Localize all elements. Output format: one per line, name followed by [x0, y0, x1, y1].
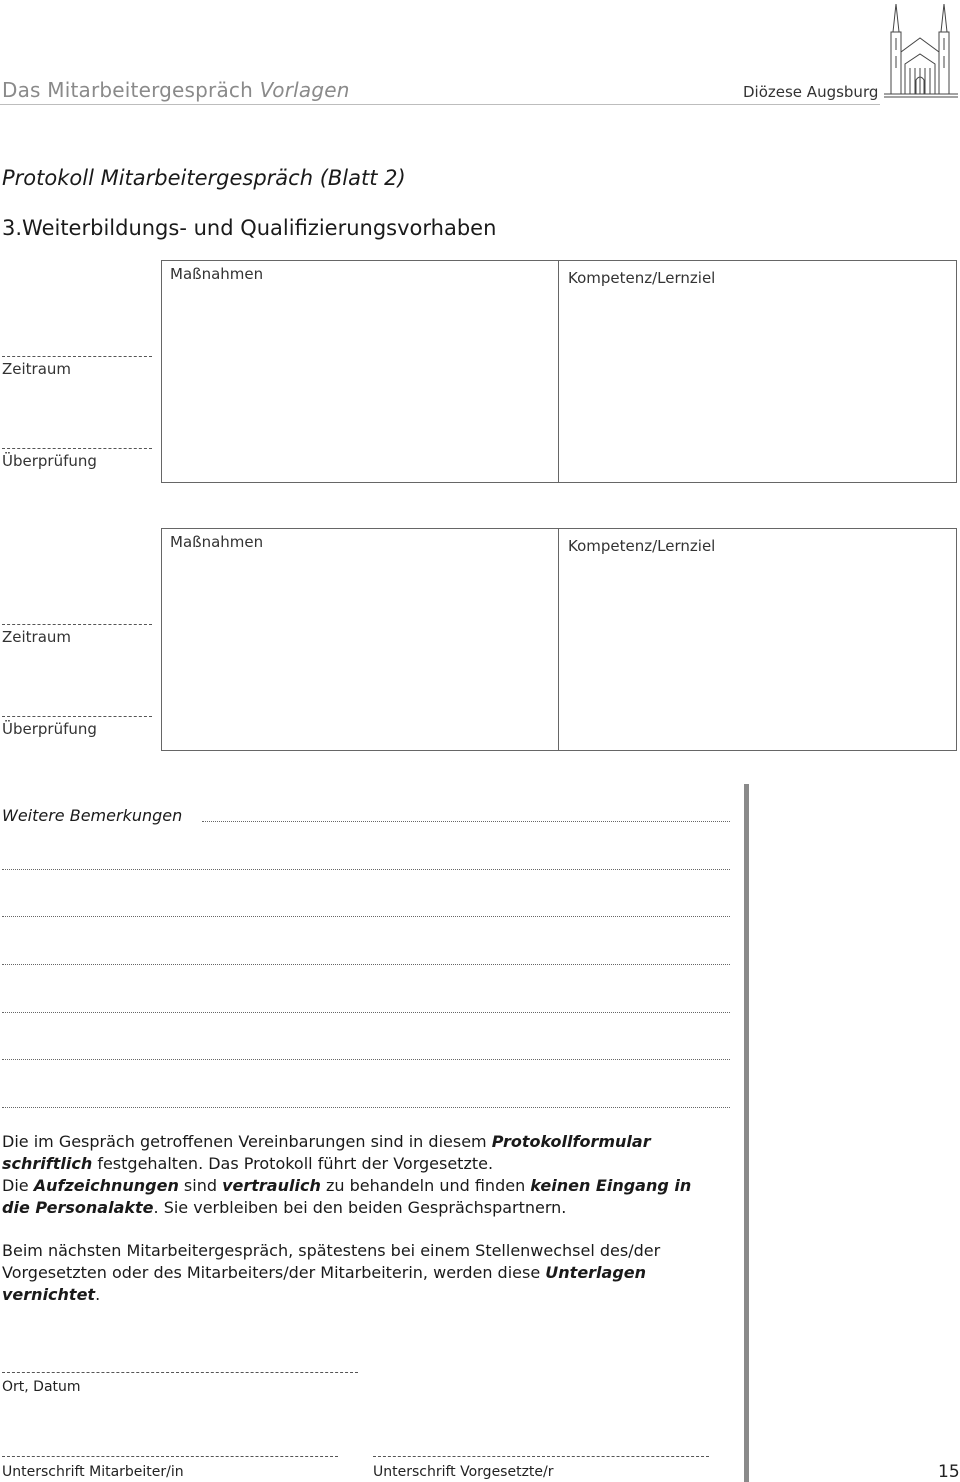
- org-name: Diözese Augsburg: [743, 83, 879, 101]
- header-title-italic: Vorlagen: [259, 78, 350, 102]
- form-title: Protokoll Mitarbeitergespräch (Blatt 2): [2, 166, 406, 190]
- period-line: [2, 356, 152, 357]
- remarks-line: [2, 869, 730, 870]
- remarks-line: [2, 916, 730, 917]
- remarks-line: [2, 1059, 730, 1060]
- remarks-line: [2, 1012, 730, 1013]
- review-label: Überprüfung: [2, 720, 97, 738]
- place-date-label: Ort, Datum: [2, 1379, 81, 1395]
- remarks-line: [202, 821, 730, 822]
- measures-header: Maßnahmen: [170, 265, 264, 283]
- emphasis-span: Protokollformular schriftlich: [2, 1132, 651, 1173]
- period-line: [2, 624, 152, 625]
- table-divider: [558, 529, 559, 750]
- measures-table-1: [161, 260, 957, 483]
- emphasis-span: vertraulich: [222, 1176, 321, 1195]
- header-rule: [0, 104, 880, 105]
- page-number: 15: [938, 1462, 960, 1482]
- text-span: Die: [2, 1176, 29, 1195]
- text-span: festgehalten. Das Protokoll führt der Vorgesetzte.: [97, 1154, 494, 1173]
- review-line: [2, 716, 152, 717]
- emphasis-span: keinen Eingang in die Personalakte: [2, 1176, 692, 1217]
- agreement-paragraph: [2, 1131, 692, 1219]
- remarks-line: [2, 1107, 730, 1108]
- review-line: [2, 448, 152, 449]
- cathedral-logo-svg: [884, 2, 958, 98]
- text-span: . Sie verbleiben bei den beiden Gesprächspartnern.: [153, 1198, 567, 1217]
- cathedral-logo-icon: [884, 2, 958, 98]
- employee-signature-label: Unterschrift Mitarbeiter/in: [2, 1464, 184, 1480]
- period-label: Zeitraum: [2, 628, 72, 646]
- employee-signature-line: [2, 1456, 338, 1457]
- text-span: .: [95, 1285, 101, 1304]
- emphasis-span: Aufzeichnungen: [33, 1176, 179, 1195]
- measures-table-2: [161, 528, 957, 751]
- header-title: [2, 78, 350, 102]
- review-label: Überprüfung: [2, 452, 97, 470]
- place-date-line: [2, 1372, 358, 1373]
- competence-header: Kompetenz/Lernziel: [568, 269, 716, 287]
- supervisor-signature-line: [373, 1456, 709, 1457]
- text-span: zu behandeln und finden: [325, 1176, 526, 1195]
- period-label: Zeitraum: [2, 360, 72, 378]
- text-span: sind: [183, 1176, 217, 1195]
- margin-bar: [744, 784, 749, 1482]
- destruction-paragraph: [2, 1240, 662, 1306]
- text-span: Die im Gespräch getroffenen Vereinbarungen sind in diesem: [2, 1132, 487, 1151]
- supervisor-signature-label: Unterschrift Vorgesetzte/r: [373, 1464, 554, 1480]
- remarks-label: Weitere Bemerkungen: [2, 806, 183, 825]
- text-span: Beim nächsten Mitarbeitergespräch, spätestens bei einem Stellenwechsel des/der Vorgesetzten oder des Mitarbeiters/der Mitarbeiterin, werden diese: [2, 1241, 661, 1282]
- measures-header: Maßnahmen: [170, 533, 264, 551]
- header-title-main: Das Mitarbeitergespräch: [2, 78, 254, 102]
- table-divider: [558, 261, 559, 482]
- section-title: 3.Weiterbildungs- und Qualifizierungsvorhaben: [2, 216, 497, 240]
- remarks-line: [2, 964, 730, 965]
- competence-header: Kompetenz/Lernziel: [568, 537, 716, 555]
- emphasis-span: Unterlagen vernichtet: [2, 1263, 647, 1304]
